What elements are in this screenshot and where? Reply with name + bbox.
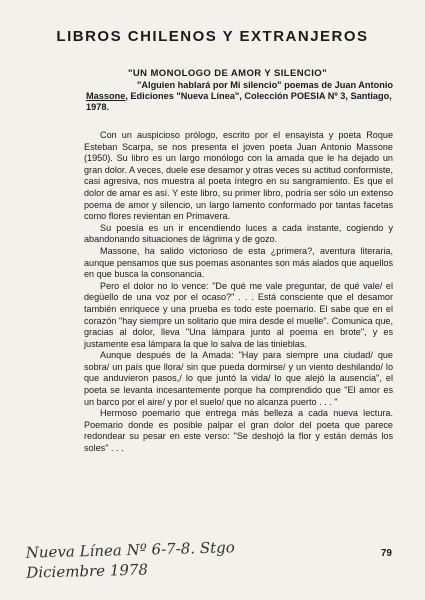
paragraph: Con un auspicioso prólogo, escrito por el ensayista y poeta Roque Esteban Scarpa, se nos presenta el joven poeta Juan Antonio Massone (1950). Su libro es un largo monólogo con la amada que le ha dejado un gran dolor. A veces, duele ese desamor y otras veces su actitud conformiste, casi agresiva, nos muestra al poeta íntegro en su sangramiento. Es que el dolor de amar es así. Y este libro, su primer libro, podría ser sólo un extenso poema de amor y silencio, un largo lamento conformado por tantas facetas como flores revientan en Primavera. xyxy=(84,130,393,222)
bibliographic-entry xyxy=(86,80,393,113)
bib-line-2 xyxy=(86,91,393,102)
author-name: Massone xyxy=(86,91,126,101)
bib-line-2-rest: , Ediciones "Nueva Línea", Colección POESIA Nº 3, Santiago, xyxy=(125,91,392,101)
section-heading: LIBROS CHILENOS Y EXTRANJEROS xyxy=(56,28,369,45)
review-body xyxy=(84,130,393,455)
page-number: 79 xyxy=(380,548,392,559)
bib-line-3: 1978. xyxy=(86,102,109,112)
handwritten-line-1: Nueva Línea Nº 6-7-8. Stgo xyxy=(25,538,235,562)
handwritten-line-2: Diciembre 1978 xyxy=(26,560,149,582)
review-title: "UN MONOLOGO DE AMOR Y SILENCIO" xyxy=(128,68,327,79)
handwritten-annotation xyxy=(26,537,236,582)
paragraph: Hermoso poemario que entrega más belleza a cada nueva lectura. Poemario donde es posible palpar el gran dolor del poeta que parece redondear su pesar en este verso: "Se deshojó la flor y están demás los soles" . . . xyxy=(84,408,393,454)
paragraph: Pero el dolor no lo vence: "De qué me vale preguntar, de qué vale/ el degüello de una voz por el ocaso?" . . . Está consciente que el desamor también enriquece y una prueba es todo este poemario. El sabe que en el corazón "hay siempre un solitario que mira desde el muelle". Comunica que, gracias al dolor, lleva "Una lámpara junto al poema en brote", y es justamente esa lámpara la que lo salva de las tinieblas. xyxy=(84,280,393,349)
paragraph: Aunque después de la Amada: "Hay para siempre una ciudad/ que sobra/ un país que llora/ sin que pueda dormirse/ y un viento deshilando/ lo que anduvieron pasos,/ lo que juntó la vida/ lo que alejó la ausencia", el poeta se levanta incesantemente porque ha comprendido que "El amor es un barco por el aire/ y por el suelo/ que no alcanza puerto . . . " xyxy=(84,350,393,407)
paragraph: Massone, ha salido victorioso de esta ¿primera?, aventura literaria, aunque pensamos que sus poemas asonantes son más alados que aquellos en que busca la consonancia. xyxy=(84,245,393,280)
bib-line-1: "Alguien hablará por Mi silencio" poemas de Juan Antonio xyxy=(137,80,393,90)
paragraph: Su poesía es un ir encendiendo luces a cada instante, cogiendo y abandonando situaciones de lágrima y de gozo. xyxy=(84,222,393,245)
